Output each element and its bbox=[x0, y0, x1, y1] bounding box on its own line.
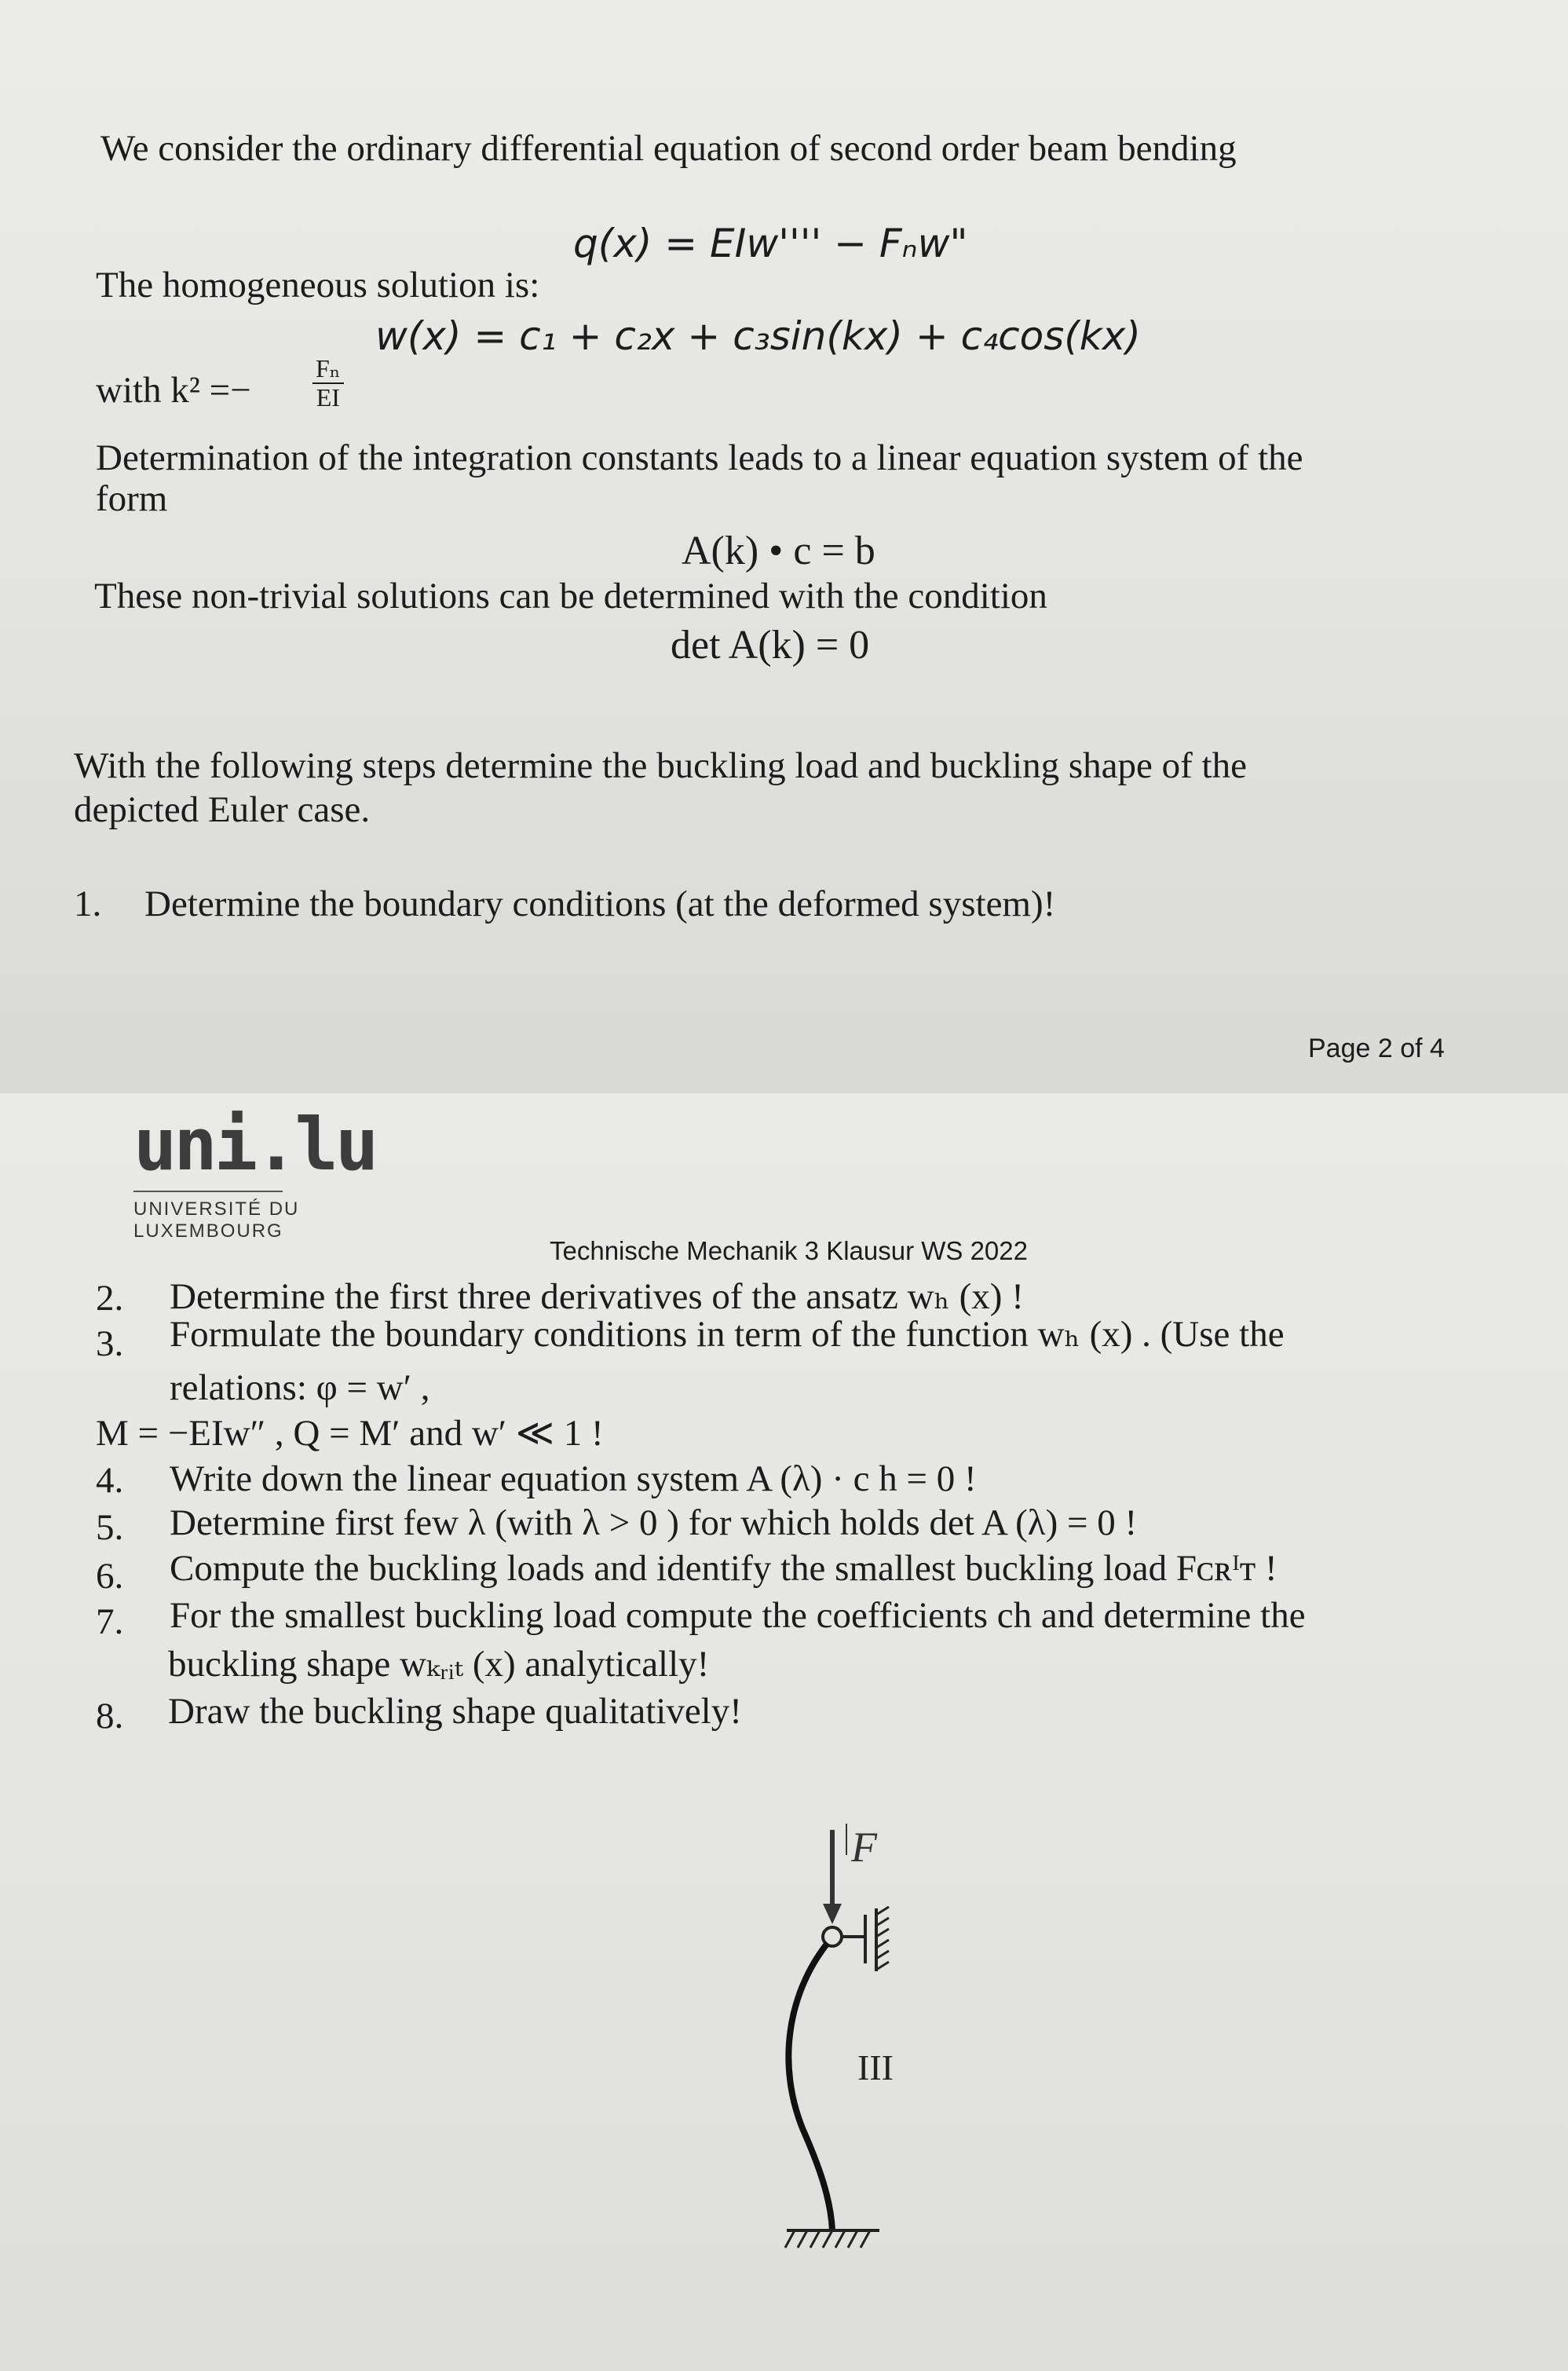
euler-case-label: III bbox=[857, 2047, 894, 2087]
steps-intro-line-1: With the following steps determine the buckling load and buckling shape of the bbox=[74, 745, 1247, 786]
force-label: F bbox=[851, 1824, 877, 1871]
homogeneous-label: The homogeneous solution is: bbox=[96, 265, 540, 306]
equation-det: det A(k) = 0 bbox=[671, 623, 870, 668]
step-number: 3. bbox=[96, 1323, 124, 1364]
step-number: 8. bbox=[96, 1696, 124, 1736]
equation-solution: w(x) = c₁ + c₂x + c₃sin(kx) + c₄cos(kx) bbox=[375, 313, 1141, 359]
university-logo bbox=[133, 1103, 376, 1242]
step-number: 4. bbox=[96, 1460, 124, 1501]
step-text: Draw the buckling shape qualitatively! bbox=[168, 1691, 742, 1732]
fraction-fn-over-ei bbox=[313, 355, 344, 412]
step-number: 7. bbox=[96, 1601, 124, 1642]
exam-header: Technische Mechanik 3 Klausur WS 2022 bbox=[550, 1236, 1028, 1265]
step-text-continued: buckling shape wₖᵣᵢₜ (x) analytically! bbox=[168, 1644, 710, 1685]
step-text: Determine the first three derivatives of the ansatz wₕ (x) ! bbox=[170, 1276, 1024, 1317]
logo-text-line-2: LUXEMBOURG bbox=[133, 1220, 283, 1242]
step-number: 5. bbox=[96, 1507, 124, 1548]
intro-text: We consider the ordinary differential equation of second order beam bending bbox=[101, 128, 1237, 169]
page-indicator: Page 2 of 4 bbox=[1308, 1034, 1445, 1063]
euler-case-figure bbox=[754, 1806, 942, 2278]
uni-lu-logo-mark: uni.lu bbox=[133, 1103, 376, 1187]
force-arrow-head bbox=[823, 1904, 842, 1924]
fraction-numerator: Fₙ bbox=[313, 355, 344, 384]
buckled-column bbox=[788, 1943, 832, 2230]
step-text-continued: relations: φ = w′ , bbox=[170, 1367, 430, 1408]
support-hatching bbox=[876, 1907, 889, 1970]
step-text: Write down the linear equation system A (λ) · c h = 0 ! bbox=[170, 1458, 977, 1499]
step-1-text: Determine the boundary conditions (at the deformed system)! bbox=[144, 884, 1056, 924]
relations-continuation: M = −EIw″ , Q = M′ and w′ ≪ 1 ! bbox=[96, 1413, 604, 1454]
step-text: Determine first few λ (with λ > 0 ) for which holds det A (λ) = 0 ! bbox=[170, 1502, 1138, 1543]
logo-text-line-1: UNIVERSITÉ DU bbox=[133, 1198, 300, 1220]
step-text: Formulate the boundary conditions in term of the function wₕ (x) . (Use the bbox=[170, 1314, 1285, 1355]
determination-line-1: Determination of the integration constants leads to a linear equation system of the bbox=[96, 437, 1303, 478]
fraction-denominator: EI bbox=[316, 383, 340, 412]
step-text: For the smallest buckling load compute the coefficients ch and determine the bbox=[170, 1595, 1306, 1636]
step-1-number: 1. bbox=[74, 884, 102, 924]
logo-divider bbox=[133, 1191, 283, 1192]
nontrivial-text: These non-trivial solutions can be determined with the condition bbox=[94, 576, 1047, 617]
steps-intro-line-2: depicted Euler case. bbox=[74, 789, 371, 830]
determination-line-2: form bbox=[96, 478, 168, 519]
equation-system: A(k) • c = b bbox=[682, 529, 875, 573]
equation-ode: q(x) = EIw'''' − Fₙw" bbox=[573, 221, 968, 266]
with-k-squared: with k² =− bbox=[96, 370, 251, 411]
step-number: 6. bbox=[96, 1556, 124, 1597]
step-number: 2. bbox=[96, 1278, 124, 1319]
base-hatching bbox=[785, 2230, 870, 2248]
step-text: Compute the buckling loads and identify the smallest buckling load Fᴄʀᴵᴛ ! bbox=[170, 1548, 1277, 1589]
